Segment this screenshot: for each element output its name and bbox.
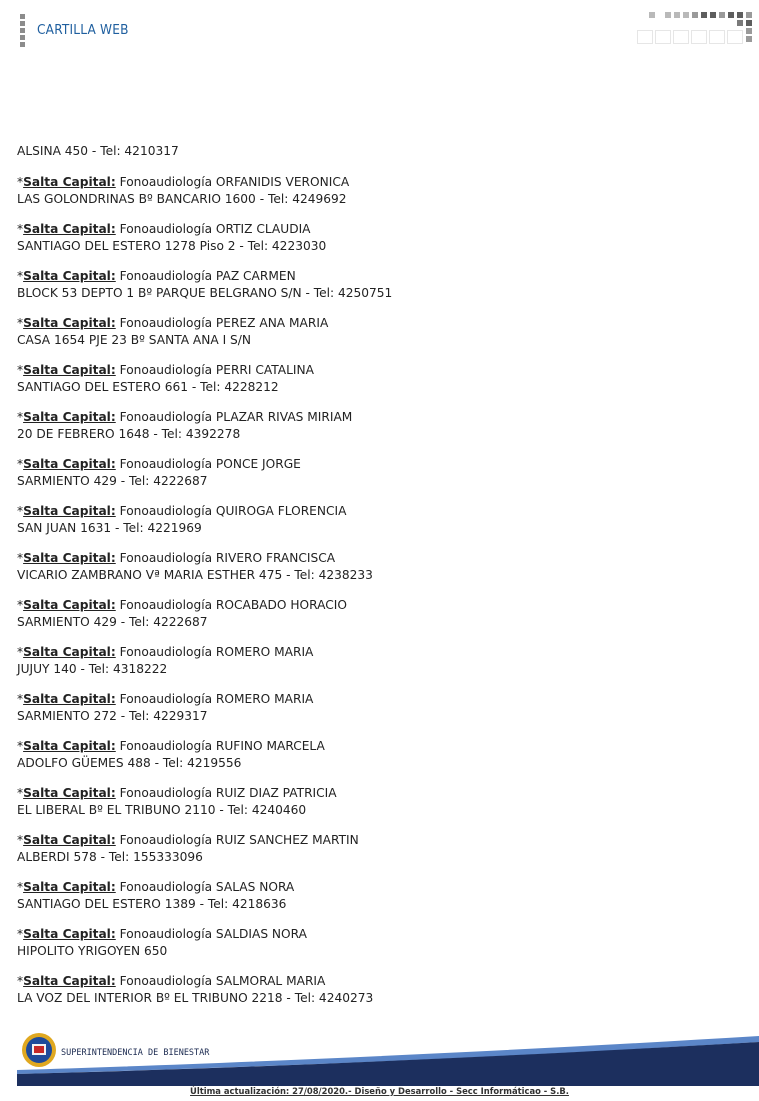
entry-prefix: * [17,222,24,236]
entry-prefix: * [17,645,24,659]
list-item [17,268,737,302]
entry-city: Salta Capital: [23,457,116,471]
footer-wave [17,1028,759,1088]
lead-line: ALSINA 450 - Tel: 4210317 [17,144,179,158]
entry-city: Salta Capital: [23,598,116,612]
provider-list [17,143,737,1020]
list-item [17,644,737,678]
list-item [17,550,737,584]
entry-city: Salta Capital: [23,222,116,236]
list-item [17,926,737,960]
entry-address: BLOCK 53 DEPTO 1 Bº PARQUE BELGRANO S/N - Tel: 4250751 [17,286,393,300]
entry-prefix: * [17,833,24,847]
list-item [17,221,737,255]
entry-address: SARMIENTO 272 - Tel: 4229317 [17,709,208,723]
entry-city: Salta Capital: [23,927,116,941]
entry-specialty: Fonoaudiología SALMORAL MARIA [119,974,326,988]
entry-prefix: * [17,786,24,800]
entry-address: CASA 1654 PJE 23 Bº SANTA ANA I S/N [17,333,252,347]
list-item [17,597,737,631]
entry-specialty: Fonoaudiología RIVERO FRANCISCA [119,551,336,565]
list-item [17,362,737,396]
list-item [17,409,737,443]
entry-address: EL LIBERAL Bº EL TRIBUNO 2110 - Tel: 4240460 [17,803,307,817]
update-note: Última actualización: 27/08/2020.- Diseño y Desarrollo - Secc Informáticao - S.B. [190,1086,569,1096]
entry-specialty: Fonoaudiología PEREZ ANA MARIA [119,316,329,330]
entry-prefix: * [17,927,24,941]
entry-prefix: * [17,363,24,377]
entry-address: 20 DE FEBRERO 1648 - Tel: 4392278 [17,427,241,441]
entry-specialty: Fonoaudiología RUIZ SANCHEZ MARTIN [119,833,359,847]
entry-city: Salta Capital: [23,175,116,189]
entry-city: Salta Capital: [23,410,116,424]
list-item [17,973,737,1007]
entry-city: Salta Capital: [23,833,116,847]
entry-specialty: Fonoaudiología SALDIAS NORA [119,927,307,941]
list-item [17,691,737,725]
entry-address: VICARIO ZAMBRANO Vª MARIA ESTHER 475 - Tel: 4238233 [17,568,373,582]
entry-specialty: Fonoaudiología PLAZAR RIVAS MIRIAM [119,410,353,424]
list-item [17,174,737,208]
entry-specialty: Fonoaudiología PONCE JORGE [119,457,301,471]
organization-name: SUPERINTENDENCIA DE BIENESTAR [61,1048,210,1058]
entry-city: Salta Capital: [23,363,116,377]
entry-city: Salta Capital: [23,786,116,800]
entry-address: HIPOLITO YRIGOYEN 650 [17,944,168,958]
entry-prefix: * [17,739,24,753]
header-decoration [637,12,759,46]
list-item [17,503,737,537]
entry-specialty: Fonoaudiología PAZ CARMEN [119,269,296,283]
entry-city: Salta Capital: [23,645,116,659]
entry-prefix: * [17,598,24,612]
entry-address: SANTIAGO DEL ESTERO 1278 Piso 2 - Tel: 4223030 [17,239,327,253]
entry-address: LAS GOLONDRINAS Bº BANCARIO 1600 - Tel: 4249692 [17,192,347,206]
entry-specialty: Fonoaudiología ORTIZ CLAUDIA [119,222,311,236]
entry-address: SANTIAGO DEL ESTERO 1389 - Tel: 4218636 [17,897,287,911]
page-title: CARTILLA WEB [37,22,129,38]
entry-prefix: * [17,551,24,565]
entry-specialty: Fonoaudiología ROMERO MARIA [119,645,314,659]
entry-prefix: * [17,504,24,518]
entry-specialty: Fonoaudiología PERRI CATALINA [119,363,314,377]
entry-specialty: Fonoaudiología RUIZ DIAZ PATRICIA [119,786,337,800]
entry-address: LA VOZ DEL INTERIOR Bº EL TRIBUNO 2218 - Tel: 4240273 [17,991,374,1005]
list-item [17,832,737,866]
footer-banner [17,1028,759,1088]
entry-specialty: Fonoaudiología QUIROGA FLORENCIA [119,504,347,518]
header-accent-bar [20,14,25,46]
entry-prefix: * [17,692,24,706]
entry-city: Salta Capital: [23,269,116,283]
list-item [17,315,737,349]
entry-city: Salta Capital: [23,316,116,330]
entry-prefix: * [17,974,24,988]
entry-prefix: * [17,316,24,330]
entry-city: Salta Capital: [23,880,116,894]
entry-address: ALBERDI 578 - Tel: 155333096 [17,850,203,864]
entry-address: SANTIAGO DEL ESTERO 661 - Tel: 4228212 [17,380,279,394]
entry-city: Salta Capital: [23,551,116,565]
entry-prefix: * [17,175,24,189]
list-item [17,879,737,913]
entry-prefix: * [17,269,24,283]
entry-address: SARMIENTO 429 - Tel: 4222687 [17,615,208,629]
entry-address: JUJUY 140 - Tel: 4318222 [17,662,168,676]
entry-specialty: Fonoaudiología SALAS NORA [119,880,295,894]
entry-city: Salta Capital: [23,692,116,706]
superintendencia-seal-icon [21,1032,57,1068]
entry-prefix: * [17,880,24,894]
entry-specialty: Fonoaudiología ROCABADO HORACIO [119,598,347,612]
entry-address: SAN JUAN 1631 - Tel: 4221969 [17,521,202,535]
entry-specialty: Fonoaudiología RUFINO MARCELA [119,739,325,753]
list-item [17,456,737,490]
entry-prefix: * [17,457,24,471]
entry-prefix: * [17,410,24,424]
entry-address: SARMIENTO 429 - Tel: 4222687 [17,474,208,488]
entry-specialty: Fonoaudiología ORFANIDIS VERONICA [119,175,350,189]
entry-specialty: Fonoaudiología ROMERO MARIA [119,692,314,706]
entry-city: Salta Capital: [23,504,116,518]
list-item [17,738,737,772]
entry-city: Salta Capital: [23,974,116,988]
entry-address: ADOLFO GÜEMES 488 - Tel: 4219556 [17,756,242,770]
entry-city: Salta Capital: [23,739,116,753]
list-item [17,785,737,819]
